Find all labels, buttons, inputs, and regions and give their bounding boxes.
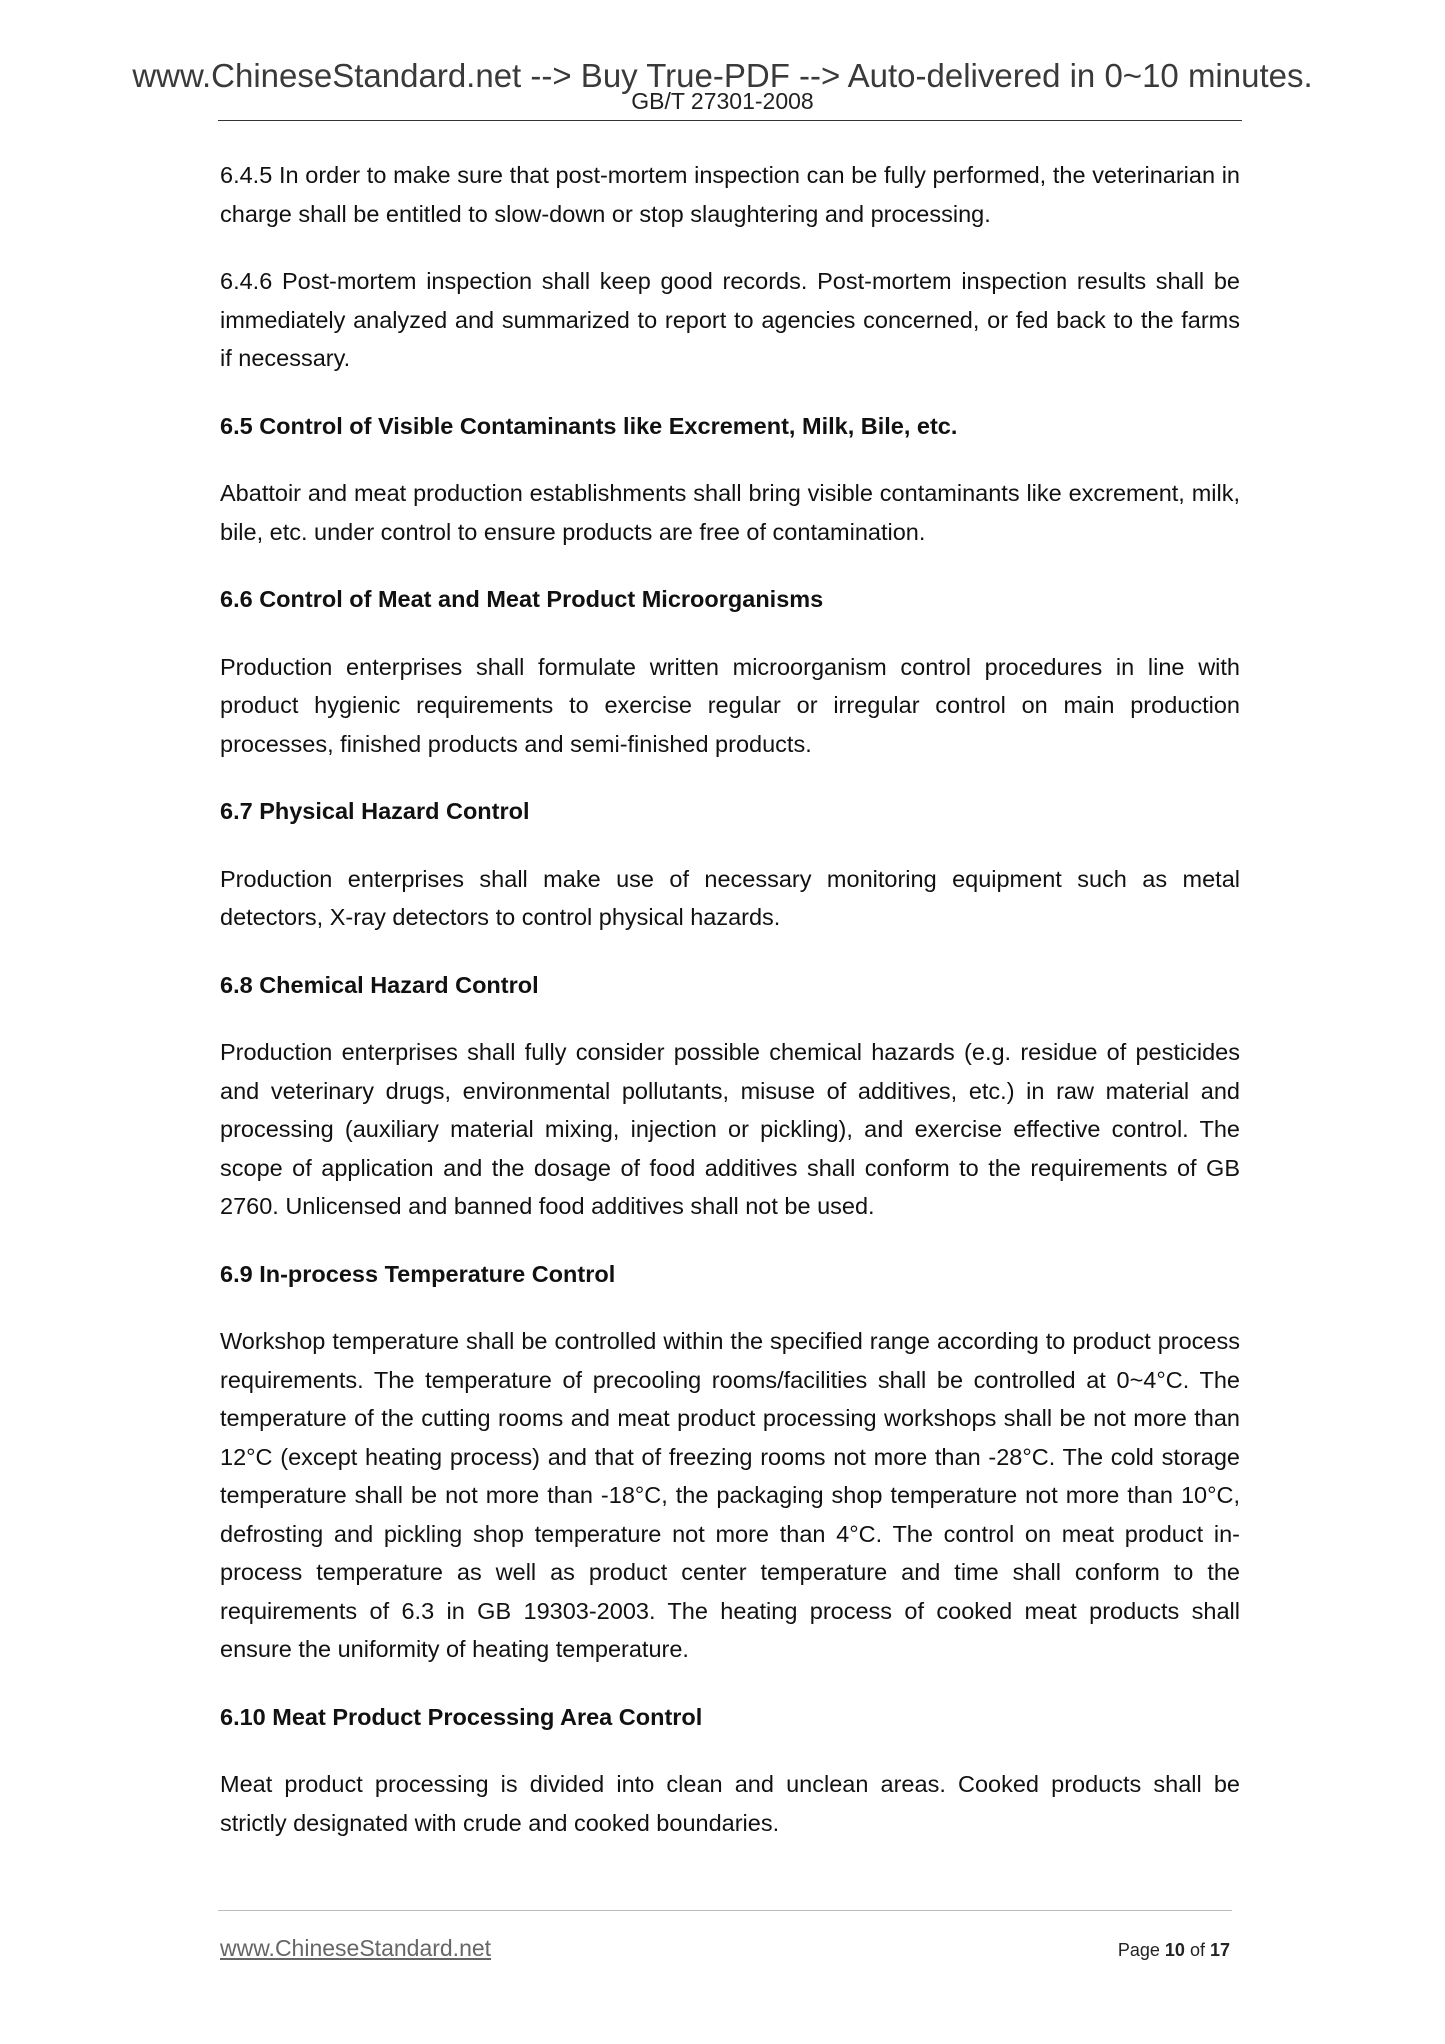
paragraph-6-6: Production enterprises shall formulate written microorganism control procedures in line with product hygienic requirements to exercise regular or irregular control on main production processes, finished products and semi-finished products.: [220, 653, 1240, 757]
paragraph-6-9: Workshop temperature shall be controlled within the specified range according to product process requirements. The temperature of precooling rooms/facilities shall be controlled at 0~4°C. The temperature of the cutting rooms and meat product processing workshops shall be not more than 12°C (except heating process) and that of freezing rooms not more than -28°C. The cold storage temperature shall be not more than -18°C, the packaging shop temperature not more than 10°C, defrosting and pickling shop temperature not more than 4°C. The control on meat product in-process temperature as well as product center temperature and time shall conform to the requirements of 6.3 in GB 19303-2003. The heating process of cooked meat products shall ensure the uniformity of heating temperature.: [220, 1328, 1240, 1662]
heading-6-9: 6.9 In-process Temperature Control: [220, 1260, 616, 1287]
page-of-label: of: [1189, 1940, 1205, 1960]
paragraph-6-4-5: 6.4.5 In order to make sure that post-mortem inspection can be fully performed, the veterinarian in charge shall be entitled to slow-down or stop slaughtering and processing.: [220, 162, 1240, 227]
page-label: Page: [1117, 1940, 1160, 1960]
paragraph-6-10: Meat product processing is divided into clean and unclean areas. Cooked products shall be strictly designated with crude and cooked boundaries.: [220, 1771, 1240, 1836]
page-current: 10: [1164, 1940, 1185, 1960]
paragraph-6-7: Production enterprises shall make use of necessary monitoring equipment such as metal detectors, X-ray detectors to control physical hazards.: [220, 865, 1240, 930]
heading-6-10: 6.10 Meat Product Processing Area Control: [220, 1703, 703, 1730]
paragraph-6-4-6: 6.4.6 Post-mortem inspection shall keep good records. Post-mortem inspection results shall be immediately analyzed and summarized to report to agencies concerned, or fed back to the farms if necessary.: [220, 268, 1240, 371]
footer-site-link[interactable]: www.ChineseStandard.net: [220, 1935, 492, 1961]
heading-6-6: 6.6 Control of Meat and Meat Product Microorganisms: [220, 586, 824, 612]
page-total: 17: [1209, 1940, 1230, 1960]
header-divider: [218, 120, 1242, 121]
heading-6-5: 6.5 Control of Visible Contaminants like Excrement, Milk, Bile, etc.: [220, 412, 958, 439]
site-banner: www.ChineseStandard.net --> Buy True-PDF --> Auto-delivered in 0~10 minutes.: [132, 57, 1313, 94]
paragraph-6-8: Production enterprises shall fully consider possible chemical hazards (e.g. residue of pesticides and veterinary drugs, environmental pollutants, misuse of additives, etc.) in raw material and processing (auxiliary material mixing, injection or pickling), and exercise effective control. The scope of application and the dosage of food additives shall conform to the requirements of GB 2760. Unlicensed and banned food additives shall not be used.: [220, 1039, 1240, 1219]
heading-6-7: 6.7 Physical Hazard Control: [220, 798, 530, 824]
page-number: [1118, 1938, 1230, 1962]
heading-6-8: 6.8 Chemical Hazard Control: [220, 971, 539, 998]
footer-divider: [218, 1910, 1232, 1911]
page-body: [220, 156, 1240, 1871]
document-code: GB/T 27301-2008: [631, 88, 814, 114]
paragraph-6-5: Abattoir and meat production establishments shall bring visible contaminants like excrement, milk, bile, etc. under control to ensure products are free of contamination.: [220, 480, 1240, 545]
